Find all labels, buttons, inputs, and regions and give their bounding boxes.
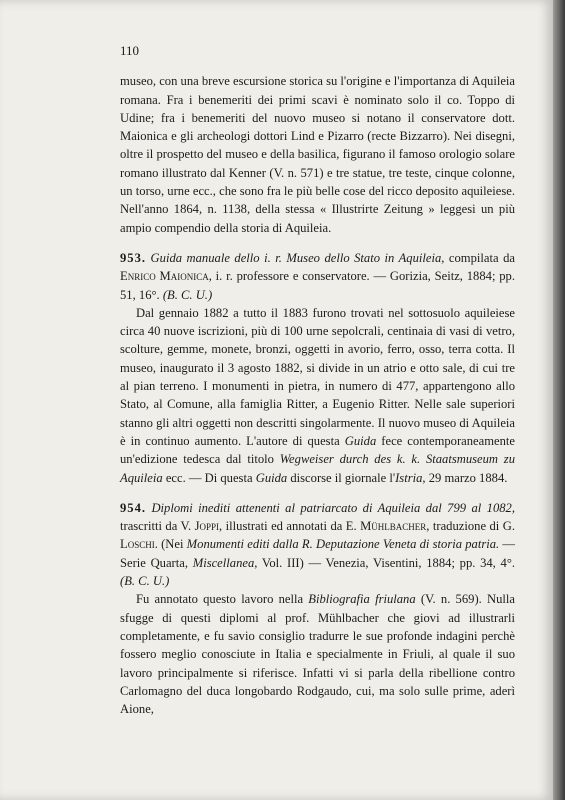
intro-paragraph: museo, con una breve escursione storica su l'origine e l'importanza di Aquileia romana. Fra i benemeriti dei primi scavi è nominato solo il co. Toppo di Udine; fra i benemeriti del nuovo museo si notano il conservatore dott. Maionica e gli archeologi dottori Lind e Pizarro (recte Bizzarro). Nei disegni, oltre il prospetto del museo e della basilica, figurano il famoso orologio solare romano illustrato dal Kenner (V. n. 571) e tre statue, tre teste, cinque colonne, un torso, urne ecc., che sono fra le più belle cose del ricco deposito aquileiese. Nell'anno 1864, n. 1138, della stessa « Illustrirte Zeitung » leggesi un più ampio compendio della storia di Aquileia. [120, 74, 515, 235]
entry-953-author: Enrico Maionica [120, 269, 209, 284]
entry-953-number: 953. [120, 250, 147, 265]
entry-954-title: Diplomi inediti attenenti al patriarcato di Aquileia dal 799 al 1082, [151, 500, 515, 515]
entry-954-body: Fu annotato questo lavoro nella Bibliografia friulana (V. n. 569). Nulla sfugge di questi diplomi al prof. Mühlbacher che giovi ad illustrarli completamente, e fu savio consiglio tradurre le sue profonde indagini perchè fossero meglio conosciute in Italia e specialmente in Friuli, al quale il suo lavoro principalmente si riferisce. Infatti vi si parla della ribellione contro Carlomagno del duca longobardo Rodgaudo, cui, ma solo sulle prime, aderì Aione, [120, 592, 515, 717]
page-number: 110 [120, 43, 140, 58]
entry-953-header: 953. Guida manuale dello i. r. Museo dello Stato in Aquileia, compilata da Enrico Maionica, i. r. professore e conservatore. — Gorizia, Seitz, 1884; pp. 51, 16°. (B. C. U.) [120, 250, 515, 302]
page-text [120, 42, 515, 718]
entry-954-collection: (B. C. U.) [120, 574, 170, 589]
entry-954-number: 954. [120, 500, 147, 515]
entry-953-body: Dal gennaio 1882 a tutto il 1883 furono trovati nel sottosuolo aquileiese circa 40 nuove iscrizioni, più di 100 urne sepolcrali, centinaia di vasi di vetro, scolture, gemme, monete, bronzi, oggetti in avorio, ferro, osso, terra cotta. Il museo, inaugurato il 3 agosto 1882, si divide in un atrio e otto sale, di cui tre al pian terreno. I monumenti in pietra, in numero di 477, appartengono allo Stato, al Comune, alla famiglia Ritter, a Eugenio Ritter. Nelle sale superiori stanno gli altri oggetti non descritti singolarmente. Il nuovo museo di Aquileia è in continuo aumento. L'autore di questa Guida fece contemporaneamente un'edizione tedesca dal titolo Wegweiser durch des k. k. Staatsmuseum zu Aquileia ecc. — Di questa Guida discorse il giornale l'Istria, 29 marzo 1884. [120, 305, 516, 485]
entry-954 [120, 499, 515, 719]
entry-953-collection: (B. C. U.) [162, 287, 213, 302]
entry-953 [120, 249, 515, 487]
entry-953-title: Guida manuale dello i. r. Museo dello Stato in Aquileia, [150, 250, 445, 265]
page-edge-shadow [553, 0, 565, 800]
entry-954-header: 954. Diplomi inediti attenenti al patriarcato di Aquileia dal 799 al 1082, trascritti da V. Joppi, illustrati ed annotati da E. Mühlbacher, traduzione di G. Loschi. (Nei Monumenti editi dalla R. Deputazione Veneta di storia patria. — Serie Quarta, Miscellanea, Vol. III) — Venezia, Visentini, 1884; pp. 34, 4°. (B. C. U.) [120, 500, 516, 589]
